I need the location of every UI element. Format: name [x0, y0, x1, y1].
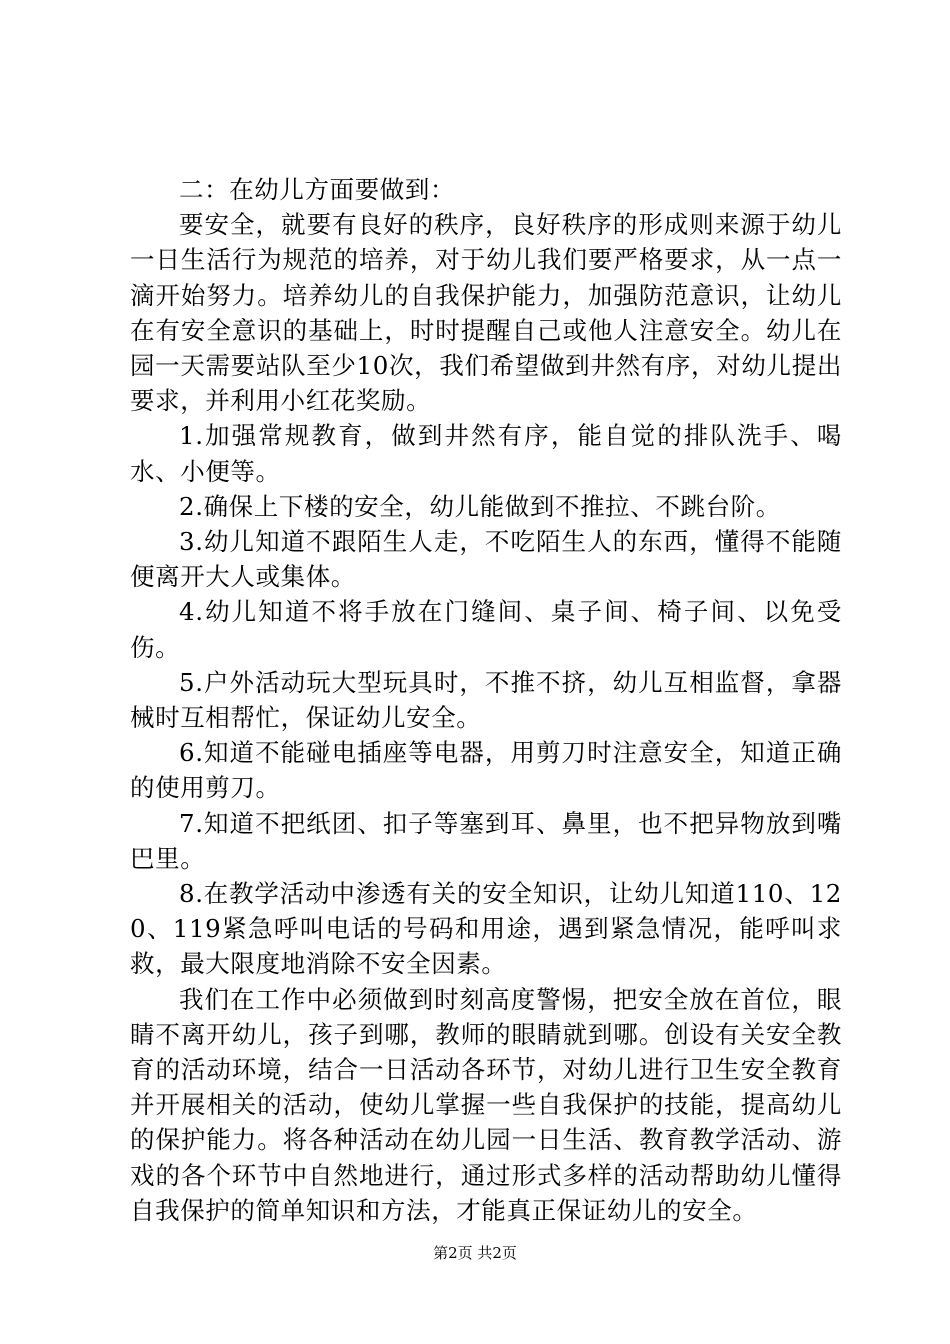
- list-item-7: 7.知道不把纸团、扣子等塞到耳、鼻里，也不把异物放到嘴巴里。: [130, 808, 842, 873]
- page-footer: 第2页 共2页: [433, 1244, 517, 1262]
- paragraph-conclusion: 我们在工作中必须做到时刻高度警惕，把安全放在首位，眼睛不离开幼儿，孩子到哪，教师的眼睛就到哪。创设有关安全教育的活动环境，结合一日活动各环节，对幼儿进行卫生安全教育并开展相关的活动，使幼儿掌握一些自我保护的技能，提高幼儿的保护能力。将各种活动在幼儿园一日生活、教育教学活动、游戏的各个环节中自然地进行，通过形式多样的活动帮助幼儿懂得自我保护的简单知识和方法，才能真正保证幼儿的安全。: [130, 984, 842, 1225]
- list-item-1: 1.加强常规教育，做到井然有序，能自觉的排队洗手、喝水、小便等。: [130, 421, 842, 486]
- list-item-3: 3.幼儿知道不跟陌生人走，不吃陌生人的东西，懂得不能随便离开大人或集体。: [130, 527, 842, 592]
- list-item-6: 6.知道不能碰电插座等电器，用剪刀时注意安全，知道正确的使用剪刀。: [130, 738, 842, 803]
- list-item-5: 5.户外活动玩大型玩具时，不推不挤，幼儿互相监督，拿器械时互相帮忙，保证幼儿安全。: [130, 667, 842, 733]
- paragraph-intro: 要安全，就要有良好的秩序，良好秩序的形成则来源于幼儿一日生活行为规范的培养，对于幼儿我们要严格要求，从一点一滴开始努力。培养幼儿的自我保护能力，加强防范意识，让幼儿在有安全意识的基础上，时时提醒自己或他人注意安全。幼儿在园一天需要站队至少10次，我们希望做到井然有序，对幼儿提出要求，并利用小红花奖励。: [130, 210, 842, 416]
- list-item-4: 4.幼儿知道不将手放在门缝间、桌子间、椅子间、以免受伤。: [130, 597, 842, 662]
- section-heading: 二：在幼儿方面要做到：: [179, 175, 456, 204]
- list-item-2: 2.确保上下楼的安全，幼儿能做到不推拉、不跳台阶。: [179, 491, 781, 521]
- document-body: [130, 172, 842, 1228]
- list-item-8: 8.在教学活动中渗透有关的安全知识，让幼儿知道110、120、119紧急呼叫电话的号码和用途，遇到紧急情况，能呼叫求救，最大限度地消除不安全因素。: [130, 879, 842, 979]
